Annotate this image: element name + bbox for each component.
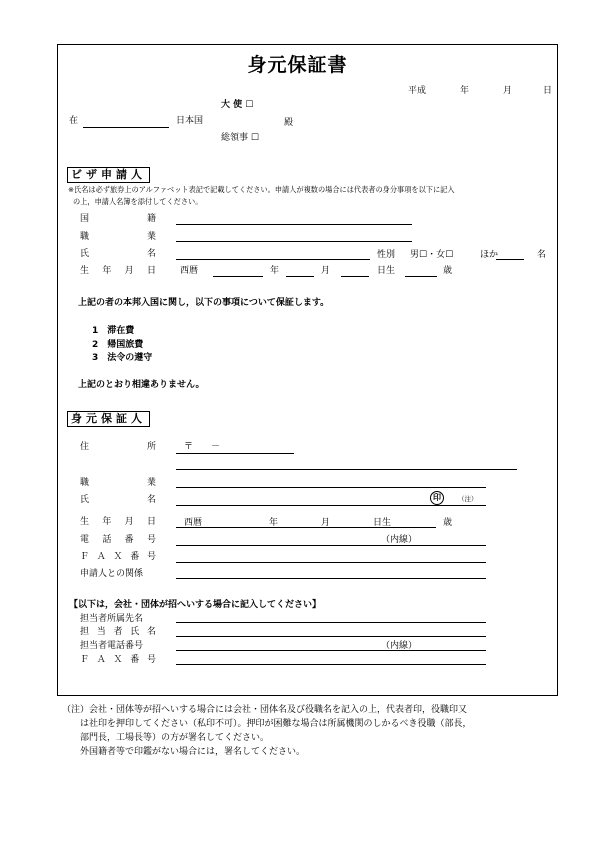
guarantor-age-label: 歳 bbox=[443, 518, 453, 528]
department-label: 担当者所属先名 bbox=[80, 614, 144, 624]
applicant-note-1: ※氏名は必ず旅券上のアルファベット表記で記載してください。申請人が複数の場合には代表者の身分事項を以下に記入 bbox=[68, 185, 455, 194]
name-label: 氏 名 bbox=[80, 249, 156, 259]
guarantor-seireki-label: 西暦 bbox=[184, 518, 203, 528]
date-year: 年 bbox=[460, 86, 470, 96]
birth-label: 生 年 月 日 bbox=[80, 266, 156, 276]
name-field[interactable] bbox=[176, 259, 370, 260]
footnote-line-3: 部門長，工場長等）の方が署名してください。 bbox=[80, 733, 270, 743]
seal-mark: 印 bbox=[430, 491, 444, 505]
guarantee-statement: 上記の者の本邦入国に関し，以下の事項について保証します。 bbox=[78, 298, 330, 308]
postal-field[interactable] bbox=[176, 453, 294, 454]
others-count-field[interactable] bbox=[496, 259, 524, 260]
guarantee-item-3: 3 法令の遵守 bbox=[92, 353, 153, 363]
date-era: 平成 bbox=[408, 86, 427, 96]
phone-label: 電 話 番 号 bbox=[80, 535, 156, 545]
guarantor-year-label: 年 bbox=[269, 518, 279, 528]
guarantor-born-label: 日生 bbox=[373, 518, 392, 528]
guarantor-occupation-field[interactable] bbox=[176, 487, 486, 488]
birth-month-field[interactable] bbox=[286, 276, 314, 277]
staff-phone-label: 担当者電話番号 bbox=[80, 641, 144, 651]
footnote-line-2: は社印を押印してください（私印不可）。押印が困難な場合は所属機関のしかるべき役職（部長， bbox=[80, 719, 472, 729]
guarantor-occupation-label: 職 業 bbox=[80, 478, 156, 488]
guarantee-item-1: 1 滞在費 bbox=[92, 326, 135, 336]
date-month: 月 bbox=[503, 86, 513, 96]
company-fax-label: ＦＡＸ番号 bbox=[80, 655, 156, 665]
staff-name-field[interactable] bbox=[176, 636, 486, 637]
staff-extension-label: （内線） bbox=[381, 641, 418, 651]
applicant-heading: ビザ申請人 bbox=[67, 167, 150, 183]
company-heading: 【以下は，会社・団体が招へいする場合に記入してください】 bbox=[69, 600, 322, 610]
seireki-label: 西暦 bbox=[180, 266, 199, 276]
staff-phone-field[interactable] bbox=[176, 650, 486, 651]
staff-name-label: 担当者氏名 bbox=[80, 627, 156, 637]
company-fax-field[interactable] bbox=[176, 664, 486, 665]
fax-label: ＦＡＸ番号 bbox=[80, 552, 156, 562]
born-label: 日生 bbox=[377, 266, 396, 276]
guarantor-name-label: 氏 名 bbox=[80, 495, 156, 505]
guarantor-birth-field[interactable] bbox=[176, 527, 436, 528]
department-field[interactable] bbox=[176, 622, 486, 623]
honorific-label: 殿 bbox=[284, 118, 294, 128]
guarantor-name-field[interactable] bbox=[176, 505, 486, 506]
location-field[interactable] bbox=[83, 127, 169, 128]
age-field[interactable] bbox=[405, 276, 437, 277]
date-day: 日 bbox=[543, 86, 553, 96]
age-label: 歳 bbox=[443, 266, 453, 276]
consul-checkbox[interactable]: 総領事 ☐ bbox=[221, 133, 259, 143]
at-label: 在 bbox=[69, 116, 79, 126]
others-label: ほか bbox=[480, 250, 499, 260]
guarantor-birth-label: 生 年 月 日 bbox=[80, 517, 156, 527]
relation-field[interactable] bbox=[176, 578, 486, 579]
phone-field[interactable] bbox=[176, 545, 486, 546]
people-unit: 名 bbox=[537, 250, 547, 260]
address-label: 住 所 bbox=[80, 442, 156, 452]
note-mark: （注） bbox=[458, 495, 478, 503]
occupation-label: 職 業 bbox=[80, 232, 156, 242]
postal-label: 〒 － bbox=[184, 442, 221, 452]
footnote-line-4: 外国籍者等で印鑑がない場合には，署名してください。 bbox=[80, 747, 306, 757]
guarantee-item-2: 2 帰国旅費 bbox=[92, 340, 144, 350]
birth-year-field[interactable] bbox=[213, 276, 263, 277]
guarantor-month-label: 月 bbox=[321, 518, 331, 528]
footnote-line-1: （注）会社・団体等が招へいする場合には会社・団体名及び役職名を記入の上，代表者印，役職印又 bbox=[62, 705, 468, 715]
sex-checkbox[interactable]: 男☐・女☐ bbox=[410, 250, 454, 260]
month-label: 月 bbox=[321, 266, 331, 276]
ambassador-checkbox[interactable]: 大 使 ☐ bbox=[221, 100, 254, 110]
phone-extension-label: （内線） bbox=[381, 535, 418, 545]
relation-label: 申請人との関係 bbox=[80, 569, 144, 579]
fax-field[interactable] bbox=[176, 562, 486, 563]
address-field[interactable] bbox=[176, 469, 517, 470]
guarantor-heading: 身元保証人 bbox=[67, 411, 150, 427]
sex-label: 性別 bbox=[377, 250, 396, 260]
nationality-field[interactable] bbox=[176, 224, 412, 225]
page-title: 身元保証書 bbox=[247, 54, 348, 76]
nationality-label: 国 籍 bbox=[80, 214, 156, 224]
confirm-statement: 上記のとおり相違ありません。 bbox=[78, 380, 205, 390]
country-label: 日本国 bbox=[176, 116, 204, 126]
occupation-field[interactable] bbox=[176, 241, 412, 242]
year-label: 年 bbox=[270, 266, 280, 276]
applicant-note-2: の上，申請人名簿を添付してください。 bbox=[73, 197, 203, 206]
birth-day-field[interactable] bbox=[341, 276, 369, 277]
